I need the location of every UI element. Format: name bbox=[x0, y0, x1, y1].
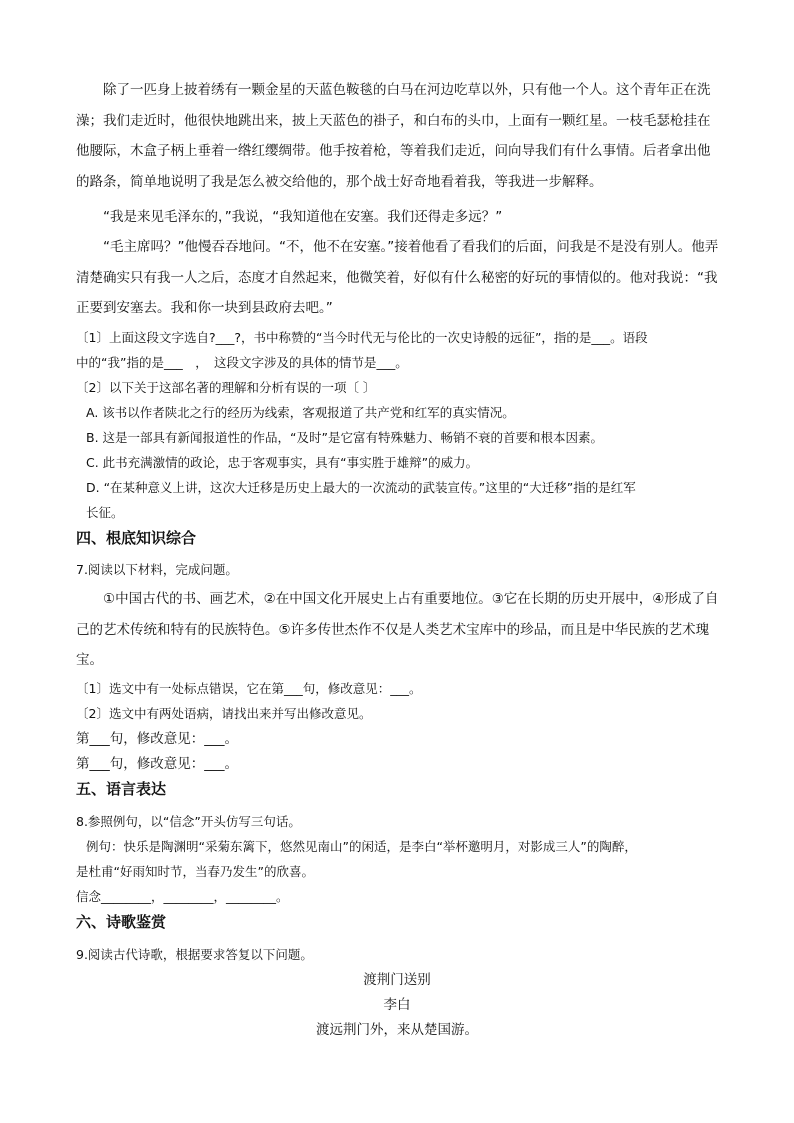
q7-sub2: 〔2〕选文中有两处语病，请找出来并写出修改意见。 bbox=[76, 706, 372, 721]
q6-sub2: 〔2〕以下关于这部名著的理解和分析有误的一项〔 〕 bbox=[76, 380, 376, 395]
poem-title: 渡荆门送别 bbox=[363, 972, 431, 988]
q7-prompt: 7.阅读以下材料，完成问题。 bbox=[76, 562, 238, 577]
passage-paragraph-2: “我是来见毛泽东的，”我说，“我知道他在安塞。我们还得走多远？” bbox=[103, 209, 503, 225]
q8-example-line1: 例句：快乐是陶渊明“采菊东篱下，悠然见南山”的闲适，是李白“举杯邀明月，对影成三人”的陶醉， bbox=[86, 839, 637, 854]
section-5-heading: 五、语言表达 bbox=[76, 780, 167, 798]
q7-material: ①中国古代的书、画艺术，②在中国文化开展史上占有重要地位。③它在长期的历史开展中，④形成了自己的艺术传统和特有的民族特色。⑤许多传世杰作不仅是人类艺术宝库中的珍品，而且是中华民族的艺术瑰宝。 bbox=[76, 591, 719, 668]
q6-sub1-line2: 中的“我”指的是___ ， 这段文字涉及的具体的情节是___。 bbox=[76, 355, 408, 370]
section-6-heading: 六、诗歌鉴赏 bbox=[76, 913, 167, 931]
q6-option-b: B. 这是一部具有新闻报道性的作品，“及时”是它富有特殊魅力、畅销不衰的首要和根本因素。 bbox=[86, 430, 603, 445]
q6-option-d-line1: D. “在某种意义上讲，这次大迁移是历史上最大的一次流动的武装宣传。”这里的“大迁移”指的是红军 bbox=[86, 480, 636, 495]
q7-answer-line-1: 第___句，修改意见：___。 bbox=[76, 731, 238, 747]
q8-prompt: 8.参照例句，以“信念”开头仿写三句话。 bbox=[76, 814, 301, 829]
passage-paragraph-3: “毛主席吗？”他慢吞吞地问。“不，他不在安塞。”接着他看了看我们的后面，问我是不是没有别人。他弄清楚确实只有我一人之后，态度才自然起来，他微笑着，好似有什么秘密的好玩的事情似的。他对我说：“我正要到安塞去。我和你一块到县政府去吧。” bbox=[76, 239, 719, 316]
q6-option-a: A. 该书以作者陕北之行的经历为线索，客观报道了共产党和红军的真实情况。 bbox=[86, 405, 515, 420]
q6-option-c: C. 此书充满激情的政论，忠于客观事实，具有“事实胜于雄辩”的威力。 bbox=[86, 455, 479, 470]
passage-paragraph-1: 除了一匹身上披着绣有一颗金星的天蓝色鞍毯的白马在河边吃草以外，只有他一个人。这个青年正在洗澡；我们走近时，他很快地跳出来，披上天蓝色的褂子，和白布的头巾，上面有一颗红星。一枝毛瑟枪挂在他腰际，木盒子柄上垂着一绺红缨绸带。他手按着枪，等着我们走近，问向导我们有什么事情。后者拿出他的路条，简单地说明了我是怎么被交给他的，那个战士好奇地看着我，等我进一步解释。 bbox=[76, 82, 711, 190]
poem-line-1: 渡远荆门外，来从楚国游。 bbox=[316, 1022, 478, 1038]
poem-author: 李白 bbox=[383, 997, 411, 1013]
q6-sub1-line1: 〔1〕上面这段文字选自?___?，书中称赞的“当今时代无与伦比的一次史诗般的远征”，指的是___。语段 bbox=[76, 330, 648, 345]
section-4-heading: 四、根底知识综合 bbox=[76, 529, 197, 547]
q7-sub1: 〔1〕选文中有一处标点错误，它在第___句，修改意见：___。 bbox=[76, 681, 422, 696]
q6-option-d-line2: 长征。 bbox=[86, 505, 124, 520]
q8-example-line2: 是杜甫“好雨知时节，当春乃发生”的欣喜。 bbox=[76, 864, 314, 879]
q8-answer-blanks: 信念________，________，________。 bbox=[76, 889, 289, 904]
q7-answer-line-2: 第___句，修改意见：___。 bbox=[76, 756, 238, 772]
q9-prompt: 9.阅读古代诗歌，根据要求答复以下问题。 bbox=[76, 947, 313, 962]
